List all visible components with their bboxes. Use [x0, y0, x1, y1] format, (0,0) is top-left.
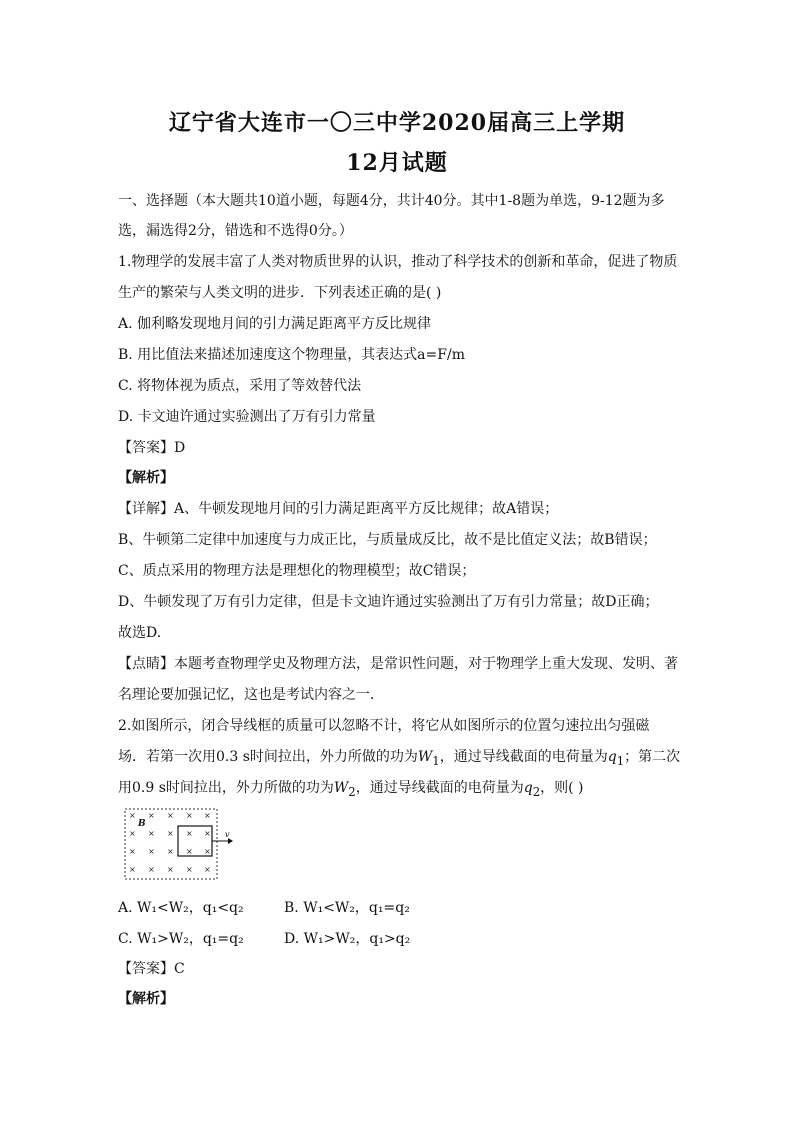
q1-option-b: B. 用比值法来描述加速度这个物理量，其表达式a=F/m [118, 347, 465, 363]
q2-stem-text: 场．若第一次用0.3 s时间拉出，外力所做的功为 [118, 749, 418, 765]
svg-text:×: × [129, 847, 136, 856]
q2-stem-line2 [118, 747, 688, 771]
svg-text:×: × [204, 847, 211, 856]
q1-answer: 【答案】D [118, 440, 186, 456]
q1-option-a: A. 伽利略发现地月间的引力满足距离平方反比规律 [118, 316, 432, 332]
svg-text:×: × [186, 811, 193, 820]
q2-option-a: A. W₁<W₂，q₁<q₂ [118, 900, 244, 916]
q1-detail-line5: 故选D. [118, 625, 162, 641]
q2-stem-text: ，则( ) [540, 780, 584, 796]
velocity-label: v [225, 830, 230, 839]
q1-detail-line1: 【详解】A、牛顿发现地月间的引力满足距离平方反比规律；故A错误； [118, 501, 559, 517]
q2-stem-line3 [118, 778, 688, 802]
section-heading-line2: 选，漏选得2分，错选和不选得0分。） [118, 223, 353, 239]
svg-text:×: × [148, 829, 155, 838]
var-q: q [607, 749, 617, 765]
svg-text:×: × [129, 829, 136, 838]
svg-text:×: × [186, 865, 193, 874]
var-w: W [417, 749, 433, 765]
svg-text:×: × [186, 847, 193, 856]
section-heading-line1: 一、选择题（本大题共10道小题，每题4分，共计40分。其中1-8题为单选，9-12题为多 [118, 193, 665, 209]
var-sub: 2 [348, 784, 356, 799]
var-q: q [523, 780, 533, 796]
field-label: B [138, 819, 146, 829]
doc-subtitle: 12月试题 [346, 150, 448, 176]
svg-text:×: × [148, 865, 155, 874]
magnetic-field-figure [124, 808, 234, 880]
svg-text:×: × [204, 865, 211, 874]
q2-stem-text: 用0.9 s时间拉出，外力所做的功为 [118, 780, 334, 796]
svg-text:×: × [167, 865, 174, 874]
q1-stem-line2: 生产的繁荣与人类文明的进步．下列表述正确的是( ) [118, 285, 442, 301]
var-sub: 2 [532, 784, 541, 799]
svg-text:×: × [148, 847, 155, 856]
svg-text:×: × [148, 811, 155, 820]
q2-option-c: C. W₁>W₂，q₁=q₂ [118, 931, 244, 947]
q1-detail-line4: D、牛顿发现了万有引力定律，但是卡文迪许通过实验测出了万有引力常量；故D正确； [118, 594, 659, 610]
q1-analysis-label: 【解析】 [118, 470, 174, 486]
q2-option-b: B. W₁<W₂，q₁=q₂ [284, 900, 410, 916]
var-sub: 1 [432, 753, 440, 768]
q2-stem-text: ，通过导线截面的电荷量为 [355, 780, 524, 796]
svg-text:×: × [167, 829, 174, 838]
q1-stem-line1: 1.物理学的发展丰富了人类对物质世界的认识，推动了科学技术的创新和革命，促进了物质 [118, 254, 678, 270]
q2-stem-text: ；第二次 [624, 749, 681, 765]
q2-analysis-label: 【解析】 [118, 991, 174, 1007]
q1-comment-line1: 【点睛】本题考查物理学史及物理方法，是常识性问题，对于物理学上重大发现、发明、著 [118, 656, 678, 672]
svg-text:×: × [186, 829, 193, 838]
svg-text:×: × [167, 847, 174, 856]
q1-option-c: C. 将物体视为质点，采用了等效替代法 [118, 378, 362, 394]
q1-comment-line2: 名理论要加强记忆，这也是考试内容之一． [118, 687, 384, 703]
q1-detail-line2: B、牛顿第二定律中加速度与力成正比，与质量成反比，故不是比值定义法；故B错误； [118, 532, 657, 548]
svg-text:×: × [204, 811, 211, 820]
svg-text:×: × [129, 865, 136, 874]
var-sub: 1 [616, 753, 625, 768]
svg-text:×: × [204, 829, 211, 838]
q2-answer: 【答案】C [118, 961, 185, 977]
q2-stem-text: ，通过导线截面的电荷量为 [439, 749, 608, 765]
doc-title: 辽宁省大连市一〇三中学2020届高三上学期 [168, 110, 626, 136]
q1-option-d: D. 卡文迪许通过实验测出了万有引力常量 [118, 409, 376, 425]
svg-text:×: × [167, 811, 174, 820]
q2-stem-line1: 2.如图所示，闭合导线框的质量可以忽略不计，将它从如图所示的位置匀速拉出匀强磁 [118, 718, 650, 734]
q1-detail-line3: C、质点采用的物理方法是理想化的物理模型；故C错误； [118, 563, 476, 579]
svg-text:×: × [129, 811, 136, 820]
var-w: W [333, 780, 349, 796]
q2-option-d: D. W₁>W₂，q₁>q₂ [284, 931, 411, 947]
